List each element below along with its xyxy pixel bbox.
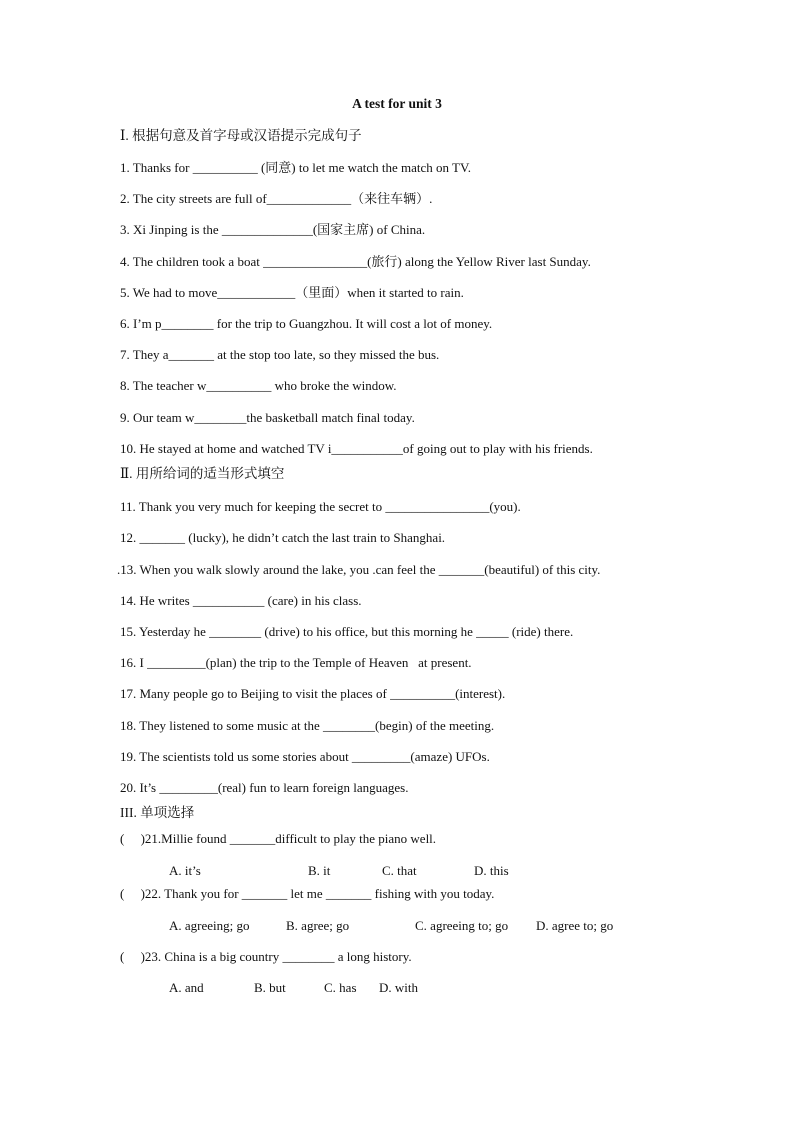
question-16: 16. I _________(plan) the trip to the Temple of Heaven at present. xyxy=(120,655,472,670)
question-6: 6. I’m p________ for the trip to Guangzhou. It will cost a lot of money. xyxy=(120,316,493,331)
section-3-heading: III. 单项选择 xyxy=(120,805,195,820)
q22-option-c: C. agreeing to; go xyxy=(415,918,509,933)
q23-option-c: C. has xyxy=(324,980,357,995)
question-13: .13. When you walk slowly around the lake, you .can feel the _______(beautiful) of this city. xyxy=(117,562,601,577)
question-20: 20. It’s _________(real) fun to learn foreign languages. xyxy=(120,780,409,795)
question-7: 7. They a_______ at the stop too late, so they missed the bus. xyxy=(120,347,440,362)
q21-option-c: C. that xyxy=(382,863,417,878)
question-17: 17. Many people go to Beijing to visit the places of __________(interest). xyxy=(120,686,506,701)
question-8: 8. The teacher w__________ who broke the window. xyxy=(120,378,397,393)
q22-option-a: A. agreeing; go xyxy=(169,918,250,933)
q21-option-b: B. it xyxy=(308,863,331,878)
question-3: 3. Xi Jinping is the ______________(国家主席) of China. xyxy=(120,222,426,237)
question-19: 19. The scientists told us some stories about _________(amaze) UFOs. xyxy=(120,749,490,764)
q23-option-b: B. but xyxy=(254,980,286,995)
question-1: 1. Thanks for __________ (同意) to let me watch the match on TV. xyxy=(120,160,471,175)
question-14: 14. He writes ___________ (care) in his class. xyxy=(120,593,362,608)
question-18: 18. They listened to some music at the ________(begin) of the meeting. xyxy=(120,718,495,733)
section-2-heading: Ⅱ. 用所给词的适当形式填空 xyxy=(120,466,285,481)
q23-option-d: D. with xyxy=(379,980,418,995)
question-9: 9. Our team w________the basketball match final today. xyxy=(120,410,415,425)
q22-option-b: B. agree; go xyxy=(286,918,350,933)
question-4: 4. The children took a boat ________________(旅行) along the Yellow River last Sunday. xyxy=(120,254,591,269)
q21-option-a: A. it’s xyxy=(169,863,201,878)
question-5: 5. We had to move____________（里面）when it started to rain. xyxy=(120,285,464,300)
section-1-heading: Ⅰ. 根据句意及首字母或汉语提示完成句子 xyxy=(120,128,362,143)
question-12: 12. _______ (lucky), he didn’t catch the last train to Shanghai. xyxy=(120,530,446,545)
question-15: 15. Yesterday he ________ (drive) to his office, but this morning he _____ (ride) there. xyxy=(120,624,574,639)
question-21: ( )21.Millie found _______difficult to play the piano well. xyxy=(120,831,437,846)
q21-option-d: D. this xyxy=(474,863,509,878)
question-11: 11. Thank you very much for keeping the secret to ________________(you). xyxy=(120,499,521,514)
page-title: A test for unit 3 xyxy=(352,96,442,111)
question-22: ( )22. Thank you for _______ let me _______ fishing with you today. xyxy=(120,886,495,901)
q22-option-d: D. agree to; go xyxy=(536,918,614,933)
question-23: ( )23. China is a big country ________ a long history. xyxy=(120,949,412,964)
question-10: 10. He stayed at home and watched TV i___________of going out to play with his friends. xyxy=(120,441,593,456)
question-2: 2. The city streets are full of_____________（来往车辆）. xyxy=(120,191,433,206)
q23-option-a: A. and xyxy=(169,980,204,995)
